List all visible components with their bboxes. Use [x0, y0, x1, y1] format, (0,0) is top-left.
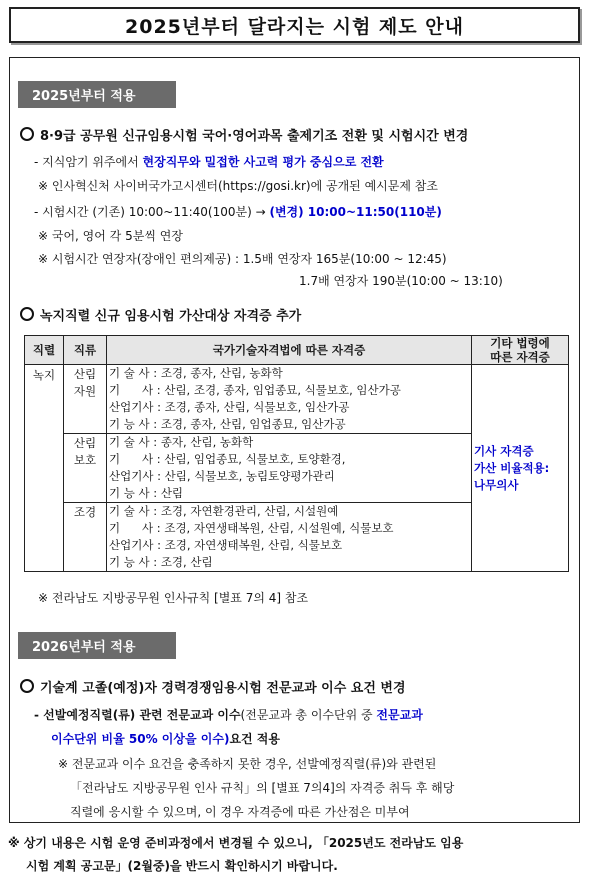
cert-line: 기 능 사 : 산림 [109, 486, 184, 500]
cell-certs [107, 434, 472, 503]
cert-line: 기 술 사 : 조경, 자연환경관리, 산림, 시설원예 [109, 504, 339, 518]
certificate-table [24, 335, 569, 572]
bullet-requirement: - 선발예정직렬(류) 관련 전문교과 이수(전문교과 총 이수단위 중 전문교과 [34, 708, 423, 722]
cert-line: 산업기사 : 조경, 종자, 산림, 식물보호, 임산가공 [109, 400, 350, 414]
cert-line: 기 사 : 산림, 임업종묘, 식물보호, 토양환경, [109, 452, 346, 466]
note-line-3: 직렬에 응시할 수 있으며, 이 경우 자격증에 따른 가산점은 미부여 [70, 805, 410, 819]
bullet-exam-time: - 시험시간 (기존) 10:00~11:40(100분) → (변경) 10:00~11:50(110분) [34, 205, 442, 219]
cert-line: 기 능 사 : 조경, 종자, 산림, 임업종묘, 임산가공 [109, 417, 346, 431]
footer-note-2: 시험 계획 공고문」(2월중)을 반드시 확인하시기 바랍니다. [26, 859, 338, 873]
circle-bullet-icon [20, 679, 34, 693]
cert-line: 기 술 사 : 종자, 산림, 농화학 [109, 435, 254, 449]
section-tag-2026: 2026년부터 적용 [18, 632, 176, 659]
col-header-series: 직렬 [25, 336, 64, 365]
cert-line: 기 능 사 : 조경, 산림 [109, 555, 213, 569]
cert-line: 기 사 : 조경, 자연생태복원, 산림, 시설원예, 식물보호 [109, 521, 394, 535]
bullet-requirement-2: 이수단위 비율 50% 이상을 이수)요건 적용 [51, 732, 280, 746]
heading-exam-change: 8·9급 공무원 신규임용시험 국어·영어과목 출제기조 전환 및 시험시간 변경 [20, 125, 468, 144]
bullet-line-1: - 지식암기 위주에서 현장직무와 밀접한 사고력 평가 중심으로 전환 [34, 155, 384, 169]
note-disabled-extension-2: 1.7배 연장자 190분(10:00 ~ 13:10) [299, 274, 503, 288]
col-header-other-cert: 기타 법령에 따른 자격증 [472, 336, 569, 365]
cell-other-cert: 기사 자격증 가산 비율적용: 나무의사 [472, 365, 569, 572]
col-header-class: 직류 [64, 336, 107, 365]
note-disabled-extension: ※ 시험시간 연장자(장애인 편의제공) : 1.5배 연장자 165분(10:00 ~ 12:45) [38, 252, 447, 266]
page-title: 2025년부터 달라지는 시험 제도 안내 [9, 7, 580, 43]
cell-class: 산림 보호 [64, 434, 107, 503]
cert-line: 기 술 사 : 조경, 종자, 산림, 농화학 [109, 366, 283, 380]
note-line-2: 「전라남도 지방공무원 인사 규칙」의 [별표 7의4]의 자격증 취득 후 해당 [70, 781, 455, 795]
note-extension: ※ 국어, 영어 각 5분씩 연장 [38, 229, 183, 243]
cert-line: 산업기사 : 조경, 자연생태복원, 산림, 식물보호 [109, 538, 343, 552]
circle-bullet-icon [20, 127, 34, 141]
cell-class: 조경 [64, 503, 107, 572]
note-gosi: ※ 인사혁신처 사이버국가고시센터(https://gosi.kr)에 공개된 예시문제 참조 [38, 179, 438, 193]
col-header-national-cert: 국가기술자격법에 따른 자격증 [107, 336, 472, 365]
cell-series: 녹지 [25, 365, 64, 572]
footer-note-1: ※ 상기 내용은 시험 운영 준비과정에서 변경될 수 있으니, 「2025년도 전라남도 임용 [8, 836, 464, 850]
note-line-1: ※ 전문교과 이수 요건을 충족하지 못한 경우, 선발예정직렬(류)와 관련된 [58, 757, 437, 771]
cell-class: 산림 자원 [64, 365, 107, 434]
heading-tech-highschool: 기술계 고졸(예정)자 경력경쟁임용시험 전문교과 이수 요건 변경 [20, 677, 406, 696]
cell-certs [107, 503, 472, 572]
heading-green-cert: 녹지직렬 신규 임용시험 가산대상 자격증 추가 [20, 305, 301, 324]
table-note: ※ 전라남도 지방공무원 인사규칙 [별표 7의 4] 참조 [38, 591, 309, 605]
cert-line: 산업기사 : 산림, 식물보호, 농림토양평가관리 [109, 469, 335, 483]
section-tag-2025: 2025년부터 적용 [18, 81, 176, 108]
cert-line: 기 사 : 산림, 조경, 종자, 임업종묘, 식물보호, 임산가공 [109, 383, 401, 397]
circle-bullet-icon [20, 307, 34, 321]
cell-certs [107, 365, 472, 434]
